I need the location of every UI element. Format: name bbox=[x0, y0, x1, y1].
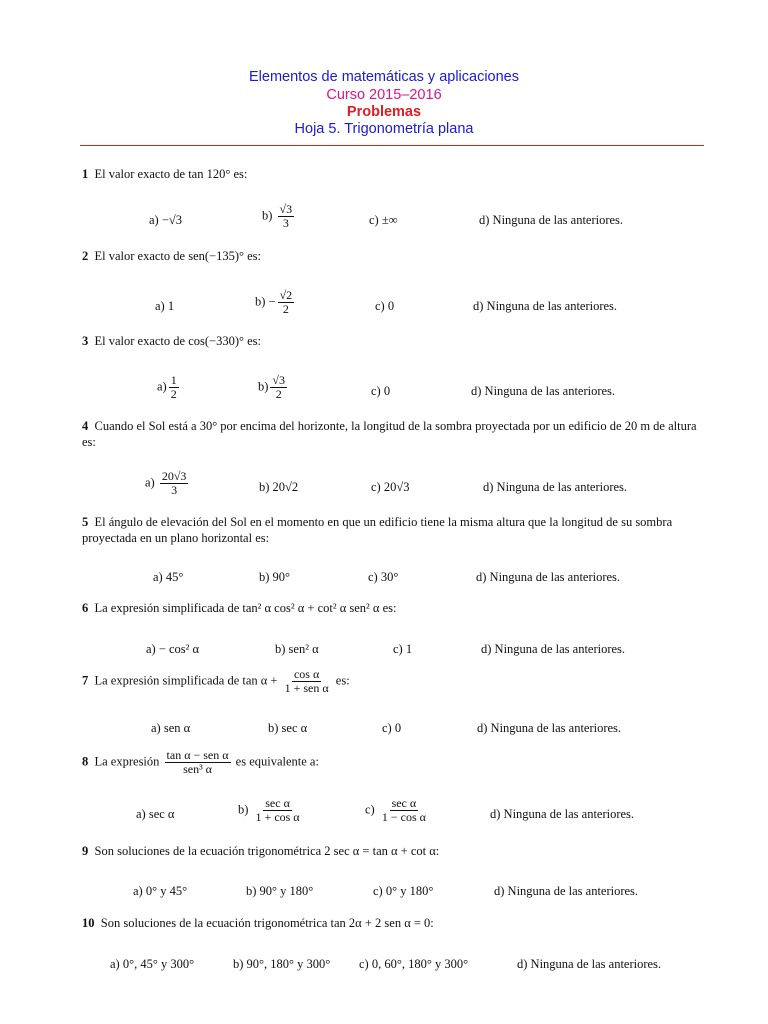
option-c: c) 0 bbox=[371, 384, 391, 398]
question-fraction: $\frac{\text{cos α}}{\text{1 + sen α}}$ bbox=[284, 667, 329, 695]
question-text: La expresión simplificada de tan² α cos² α + cot² α sen² α es: bbox=[94, 601, 397, 615]
option-a: a) $\frac{1}{2}$ bbox=[157, 373, 177, 401]
question-4 bbox=[82, 418, 704, 450]
question-number: 8 bbox=[82, 754, 89, 769]
option-c: c) 30° bbox=[368, 570, 399, 584]
question-number: 2 bbox=[82, 249, 89, 263]
option-b: b) $\frac{√3}{3}$ bbox=[262, 202, 293, 230]
question-text: El ángulo de elevación del Sol en el momento en que un edificio tiene la misma altura que la longitud de su sombra proyectada en un plano horizontal es: bbox=[82, 515, 673, 545]
option-d: d) Ninguna de las anteriores. bbox=[479, 213, 624, 227]
option-d: d) Ninguna de las anteriores. bbox=[473, 299, 618, 313]
option-d: d) Ninguna de las anteriores. bbox=[476, 570, 621, 584]
option-a: a) 0° y 45° bbox=[133, 884, 188, 898]
header-rule bbox=[80, 145, 704, 146]
question-text: El valor exacto de sen(−135)° es: bbox=[94, 249, 262, 263]
option-c: c) ±∞ bbox=[369, 213, 398, 227]
option-b: b) 90° y 180° bbox=[246, 884, 314, 898]
question-text: El valor exacto de tan 120° es: bbox=[94, 167, 248, 181]
question-7: 7 La expresión simplificada de tan α + $\frac{\text{cos α}}{\text{1 + sen α}}$ es: bbox=[82, 667, 350, 695]
question-10 bbox=[82, 915, 704, 931]
option-c: c) 0, 60°, 180° y 300° bbox=[359, 957, 469, 971]
option-c: c) 20√3 bbox=[371, 480, 410, 494]
option-a: a) sen α bbox=[151, 721, 191, 735]
question-8: 8 La expresión $\frac{\text{tan α − sen α}}{\text{sen³ α}}$ es equivalente a: bbox=[82, 748, 319, 776]
question-text: Son soluciones de la ecuación trigonométrica tan 2α + 2 sen α = 0: bbox=[100, 916, 434, 930]
option-a: a) 1 bbox=[155, 299, 175, 313]
option-a: a) $\frac{20√3}{3}$ bbox=[145, 469, 187, 497]
question-text: Cuando el Sol está a 30° por encima del horizonte, la longitud de la sombra proyectada por un edificio de 20 m de altura es: bbox=[82, 419, 697, 449]
option-d: d) Ninguna de las anteriores. bbox=[477, 721, 622, 735]
question-number: 1 bbox=[82, 167, 89, 181]
option-b: b) sec α bbox=[268, 721, 308, 735]
question-number: 9 bbox=[82, 844, 89, 858]
question-number: 4 bbox=[82, 419, 89, 433]
option-a: a) sec α bbox=[136, 807, 175, 821]
option-a: a) − cos² α bbox=[146, 642, 200, 656]
question-9 bbox=[82, 843, 704, 859]
course-title: Elementos de matemáticas y aplicaciones bbox=[249, 69, 519, 85]
option-a: a) 0°, 45° y 300° bbox=[110, 957, 195, 971]
question-fraction: $\frac{\text{tan α − sen α}}{\text{sen³ α}}$ bbox=[166, 748, 229, 776]
option-d: d) Ninguna de las anteriores. bbox=[490, 807, 635, 821]
question-number: 7 bbox=[82, 673, 89, 688]
question-text: El valor exacto de cos(−330)° es: bbox=[94, 334, 262, 348]
option-b: b) 90°, 180° y 300° bbox=[233, 957, 331, 971]
course-year: Curso 2015–2016 bbox=[326, 87, 442, 103]
option-a: a) −√3 bbox=[149, 213, 182, 227]
option-d: d) Ninguna de las anteriores. bbox=[494, 884, 639, 898]
question-1 bbox=[82, 166, 704, 182]
option-c: c) $\frac{\text{sec α}}{\text{1 − cos α}}$ bbox=[365, 796, 426, 824]
option-b: b) − $\frac{√2}{2}$ bbox=[255, 288, 293, 316]
option-b: b) sen² α bbox=[275, 642, 319, 656]
question-number: 3 bbox=[82, 334, 89, 348]
question-number: 6 bbox=[82, 601, 89, 615]
section-type: Problemas bbox=[346, 104, 422, 120]
option-d: d) Ninguna de las anteriores. bbox=[481, 642, 626, 656]
question-text: La expresión simplificada de tan α + bbox=[94, 673, 278, 688]
question-5 bbox=[82, 514, 704, 546]
question-number: 10 bbox=[82, 916, 95, 930]
question-number: 5 bbox=[82, 515, 89, 529]
option-b: b) $\frac{√3}{2}$ bbox=[258, 373, 286, 401]
option-d: d) Ninguna de las anteriores. bbox=[471, 384, 616, 398]
question-text: Son soluciones de la ecuación trigonométrica 2 sec α = tan α + cot α: bbox=[94, 844, 440, 858]
question-3 bbox=[82, 333, 704, 349]
option-c: c) 0° y 180° bbox=[373, 884, 434, 898]
option-c: c) 0 bbox=[382, 721, 402, 735]
option-b: b) $\frac{\text{sec α}}{\text{1 + cos α}}$ bbox=[238, 796, 300, 824]
sheet-title: Hoja 5. Trigonometría plana bbox=[294, 121, 474, 137]
option-c: c) 1 bbox=[393, 642, 413, 656]
option-b: b) 20√2 bbox=[259, 480, 299, 494]
option-c: c) 0 bbox=[375, 299, 395, 313]
question-6 bbox=[82, 600, 704, 616]
question-2 bbox=[82, 248, 704, 264]
option-a: a) 45° bbox=[153, 570, 184, 584]
option-d: d) Ninguna de las anteriores. bbox=[483, 480, 628, 494]
question-text: La expresión bbox=[94, 754, 160, 769]
option-b: b) 90° bbox=[259, 570, 291, 584]
option-d: d) Ninguna de las anteriores. bbox=[517, 957, 662, 971]
